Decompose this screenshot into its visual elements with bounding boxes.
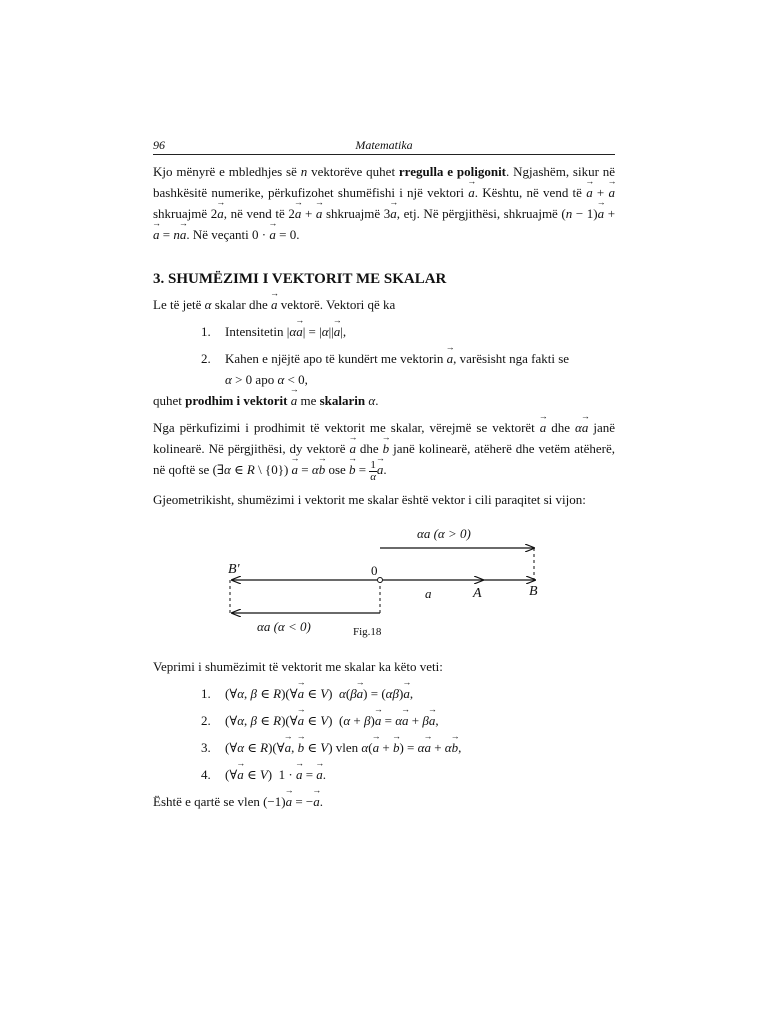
origin-point	[378, 577, 383, 582]
definition-intro: Le të jetë α skalar dhe → a vektorë. Vektori që ka	[153, 294, 615, 315]
definition-item-2: 2. Kahen e njëjtë apo të kundërt me vektorin → a, varësisht nga fakti se α > 0 apo α < 0,	[153, 348, 615, 390]
colinearity-paragraph: Nga përkufizimi i prodhimit të vektorit me skalar, vërejmë se vektorët → a dhe α→ a janë kolinearë. Në përgjithësi, dy vektorë → a dhe → b janë kolinearë, atëherë dhe vetëm atëherë, në qoftë se (∃α ∈ R \ {0}) → a = α→ b ose → b = $\frac{1}{\alpha}$ → a.	[153, 417, 615, 483]
geometric-paragraph: Gjeometrikisht, shumëzimi i vektorit me skalar është vektor i cili paraqitet si vijon:	[153, 491, 586, 507]
section-title: 3. SHUMËZIMI I VEKTORIT ME SKALAR	[153, 271, 447, 287]
property-1: 1. (∀α, β ∈ R)(∀→ a ∈ V) α(β→ a) = (αβ)→ a,	[153, 683, 615, 704]
vector-diagram	[153, 516, 615, 638]
intro-paragraph: Kjo mënyrë e mbledhjes së n vektorëve quhet rregulla e poligonit. Ngjashëm, sikur në bashkësitë numerike, përkufizohet shumëfishi i një vektori → a. Kështu, në vend të → a + → a shkruajmë 2→ a, në vend të 2→ a + → a shkruajmë 3→ a, etj. Në përgjithësi, shkruajmë (n − 1)→ a + → a = n→ a. Në veçanti 0 · → a = 0.	[153, 161, 615, 245]
properties-intro: Veprimi i shumëzimit të vektorit me skalar ka këto veti:	[153, 658, 443, 674]
page	[153, 134, 615, 812]
polygon-rule-term: rregulla e poligonit	[398, 164, 507, 179]
label-b-prime: B'	[228, 561, 240, 577]
definition-conclusion: quhet prodhim i vektorit → a me skalarin α.	[153, 390, 615, 411]
page-number: 96	[153, 138, 165, 152]
label-origin: 0	[371, 562, 378, 578]
property-4: 4. (∀→ a ∈ V) 1 · → a = → a.	[153, 764, 615, 785]
property-3: 3. (∀α ∈ R)(∀→ a, → b ∈ V) vlen α(→ a + → b) = α→ a + α→ b,	[153, 737, 615, 758]
label-B: B	[529, 583, 538, 599]
page-header	[153, 134, 615, 155]
figure-caption: Fig.18	[353, 625, 382, 638]
label-top: αa (α > 0)	[417, 525, 471, 541]
label-a: a	[425, 585, 432, 601]
label-bottom: αa (α < 0)	[257, 618, 311, 634]
final-statement: Është e qartë se vlen (−1)→ a = −→ a.	[153, 791, 615, 812]
running-title: Matematika	[355, 138, 413, 152]
label-A: A	[473, 585, 482, 601]
definition-item-1: 1. Intensitetin |α→ a| = |α||→ a|,	[153, 321, 615, 342]
property-2: 2. (∀α, β ∈ R)(∀→ a ∈ V) (α + β)→ a = α→ a + β→ a,	[153, 710, 615, 731]
figure-18	[153, 516, 615, 638]
